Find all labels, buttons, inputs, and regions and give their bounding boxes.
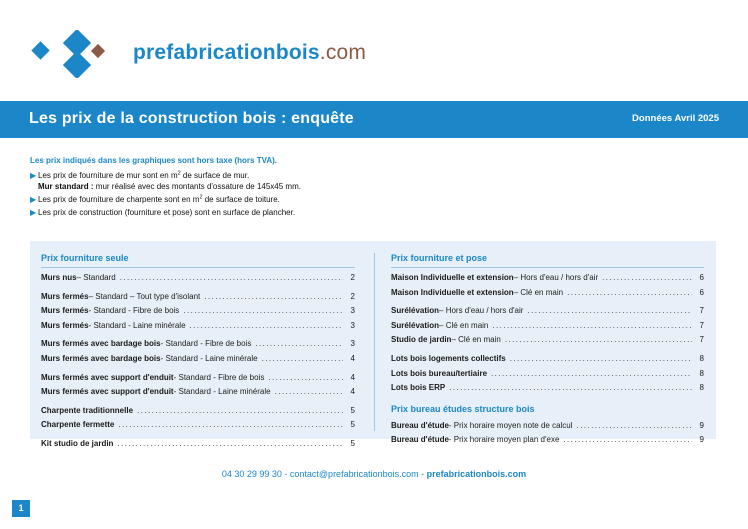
toc-entry-name: Bureau d'étude: [391, 435, 449, 445]
toc-entry-name: Surélévation: [391, 306, 440, 316]
toc-entry-page: 5: [350, 420, 355, 430]
toc-entry-page: 8: [699, 383, 704, 393]
dot-leader: [505, 333, 692, 348]
intro-notes: [30, 155, 720, 220]
toc-entry-name: Surélévation: [391, 320, 440, 330]
toc-entry[interactable]: [391, 319, 704, 334]
data-date: Données Avril 2025: [632, 113, 719, 124]
toc-entry[interactable]: [41, 437, 355, 452]
dot-leader: [510, 352, 692, 367]
toc-entry[interactable]: [41, 404, 355, 419]
arrow-right-icon: ▶: [30, 195, 37, 204]
toc-entry-name: Lots bois logements collectifs: [391, 353, 506, 363]
toc-entry-page: 8: [699, 368, 704, 378]
toc-entry-desc: – Hors d'eau / hors d'air: [439, 306, 524, 316]
toc-entry-page: 4: [350, 387, 355, 397]
toc-entry-name: Charpente traditionnelle: [41, 405, 134, 415]
toc-entry-name: Kit studio de jardin: [41, 438, 114, 448]
toc-entry-page: 6: [699, 287, 704, 297]
toc-entry-page: 5: [350, 405, 355, 415]
table-of-contents: [30, 241, 716, 448]
toc-entry-name: Murs fermés: [41, 320, 89, 330]
toc-entry-desc: - Standard - Laine minérale: [160, 353, 258, 363]
toc-entry[interactable]: [41, 271, 355, 286]
dot-leader: [602, 271, 692, 286]
toc-entry-page: 4: [350, 353, 355, 363]
toc-entry-desc: - Prix horaire moyen note de calcul: [448, 420, 573, 430]
toc-entry-page: 7: [699, 306, 704, 316]
toc-entry-name: Maison Individuelle et extension: [391, 287, 514, 297]
toc-entry-name: Murs fermés avec bardage bois: [41, 353, 161, 363]
arrow-right-icon: ▶: [30, 171, 37, 180]
toc-entry-name: Charpente fermette: [41, 420, 115, 430]
page-number: 1: [12, 500, 30, 517]
brand-name: [133, 41, 366, 65]
arrow-right-icon: ▶: [30, 208, 37, 217]
dot-leader: [563, 433, 692, 448]
dot-leader: [449, 381, 692, 396]
toc-entry-page: 3: [350, 339, 355, 349]
toc-entry[interactable]: [391, 419, 704, 434]
dot-leader: [120, 271, 343, 286]
dot-leader: [491, 367, 692, 382]
toc-entry-page: 5: [350, 438, 355, 448]
toc-entry[interactable]: [391, 367, 704, 382]
toc-entry-desc: – Standard – Tout type d'isolant: [88, 291, 201, 301]
intro-lead: Les prix indiqués dans les graphiques sont hors taxe (hors TVA).: [30, 156, 278, 165]
toc-entry-name: Lots bois bureau/tertiaire: [391, 368, 488, 378]
website-link[interactable]: prefabricationbois.com: [426, 469, 527, 479]
brand-logo-icon: [31, 30, 113, 78]
section-title-supply: Prix fourniture seule: [41, 253, 355, 268]
toc-entry[interactable]: [41, 418, 355, 433]
toc-entry[interactable]: [391, 352, 704, 367]
brand-tld: .com: [319, 41, 367, 64]
note-construction-text: Les prix de construction (fourniture et pose) sont en surface de plancher.: [38, 208, 296, 217]
toc-list-supply-install: [391, 271, 704, 396]
dot-leader: [567, 286, 692, 301]
toc-entry-desc: - Standard - Laine minérale: [173, 387, 271, 397]
toc-entry-page: 8: [699, 353, 704, 363]
toc-entry-desc: – Clé en main: [451, 335, 501, 345]
toc-entry-name: Murs fermés avec support d'enduit: [41, 387, 174, 397]
page-title: Les prix de la construction bois : enquête: [29, 110, 354, 127]
dot-leader: [190, 319, 343, 334]
toc-right-column: [391, 253, 704, 448]
dot-leader: [577, 419, 692, 434]
toc-list-engineering: [391, 419, 704, 448]
dot-leader: [255, 337, 343, 352]
dot-leader: [492, 319, 692, 334]
dot-leader: [118, 418, 343, 433]
toc-entry-desc: - Standard - Fibre de bois: [88, 306, 180, 316]
toc-entry-name: Murs fermés: [41, 306, 89, 316]
brand-name-main: prefabricationbois: [133, 41, 320, 64]
toc-entry[interactable]: [41, 371, 355, 386]
toc-entry-page: 3: [350, 306, 355, 316]
dot-leader: [262, 352, 343, 367]
toc-entry-name: Murs fermés: [41, 291, 89, 301]
toc-entry-desc: - Prix horaire moyen plan d'exe: [448, 435, 560, 445]
toc-entry-page: 7: [699, 320, 704, 330]
dot-leader: [527, 304, 692, 319]
toc-entry[interactable]: [391, 271, 704, 286]
toc-entry-name: Murs fermés avec support d'enduit: [41, 372, 174, 382]
dot-leader: [117, 437, 343, 452]
note-roof: [30, 194, 720, 205]
dot-leader: [183, 304, 343, 319]
toc-entry-desc: – Hors d'eau / hors d'air: [513, 273, 599, 282]
phone-number[interactable]: 04 30 29 99 30: [221, 469, 282, 479]
toc-entry-name: Murs nus: [41, 273, 77, 282]
toc-entry-page: 2: [350, 291, 355, 301]
toc-entry-page: 3: [350, 320, 355, 330]
dot-leader: [275, 385, 343, 400]
toc-entry-name: Murs fermés avec bardage bois: [41, 339, 161, 349]
section-title-engineering: Prix bureau études structure bois: [391, 403, 535, 414]
toc-entry[interactable]: [391, 286, 704, 301]
toc-entry-desc: - Standard - Laine minérale: [88, 320, 186, 330]
toc-entry-name: Lots bois ERP: [391, 383, 446, 393]
toc-left-column: [41, 253, 355, 452]
section-title-supply-install: Prix fourniture et pose: [391, 253, 704, 268]
toc-entry[interactable]: [391, 381, 704, 396]
note-wall-text: Les prix de fourniture de mur sont en $m^2$ de surface de mur.: [38, 170, 250, 180]
column-divider: [374, 253, 375, 431]
toc-entry-page: 9: [699, 435, 704, 445]
toc-entry[interactable]: [391, 304, 704, 319]
dot-leader: [204, 290, 343, 305]
note-roof-text: Les prix de fourniture de charpente sont en $m^2$ de surface de toiture.: [38, 194, 280, 204]
toc-entry-name: Maison Individuelle et extension: [391, 273, 514, 282]
toc-entry[interactable]: [41, 352, 355, 367]
toc-entry-desc: – Clé en main: [513, 287, 564, 297]
footer-separator: -: [281, 469, 290, 479]
toc-entry-name: Bureau d'étude: [391, 420, 449, 430]
toc-entry-page: 6: [699, 273, 704, 282]
note-wall: [30, 170, 720, 192]
toc-entry-page: 4: [350, 372, 355, 382]
toc-list-supply: [41, 271, 355, 452]
toc-entry-desc: - Standard - Fibre de bois: [160, 339, 252, 349]
toc-entry[interactable]: [41, 337, 355, 352]
toc-entry-page: 9: [699, 420, 704, 430]
footer-separator: -: [418, 469, 427, 479]
toc-entry[interactable]: [41, 385, 355, 400]
toc-entry[interactable]: [41, 319, 355, 334]
toc-entry-desc: – Clé en main: [439, 320, 489, 330]
toc-entry-desc: - Standard - Fibre de bois: [173, 372, 265, 382]
note-wall-standard: Mur standard : mur réalisé avec des montants d'ossature de 145x45 mm.: [38, 182, 301, 191]
toc-entry-name: Studio de jardin: [391, 335, 452, 345]
toc-entry[interactable]: [41, 304, 355, 319]
toc-entry[interactable]: [391, 433, 704, 448]
toc-entry-page: 2: [350, 273, 355, 282]
title-banner: [0, 101, 748, 138]
dot-leader: [137, 404, 343, 419]
toc-entry[interactable]: [41, 290, 355, 305]
toc-entry-page: 7: [699, 335, 704, 345]
toc-entry[interactable]: [391, 333, 704, 348]
dot-leader: [268, 371, 343, 386]
contact-footer: [0, 469, 748, 479]
email-link[interactable]: contact@prefabricationbois.com: [289, 469, 419, 479]
toc-entry-desc: – Standard: [76, 273, 116, 282]
note-construction: [30, 207, 720, 218]
